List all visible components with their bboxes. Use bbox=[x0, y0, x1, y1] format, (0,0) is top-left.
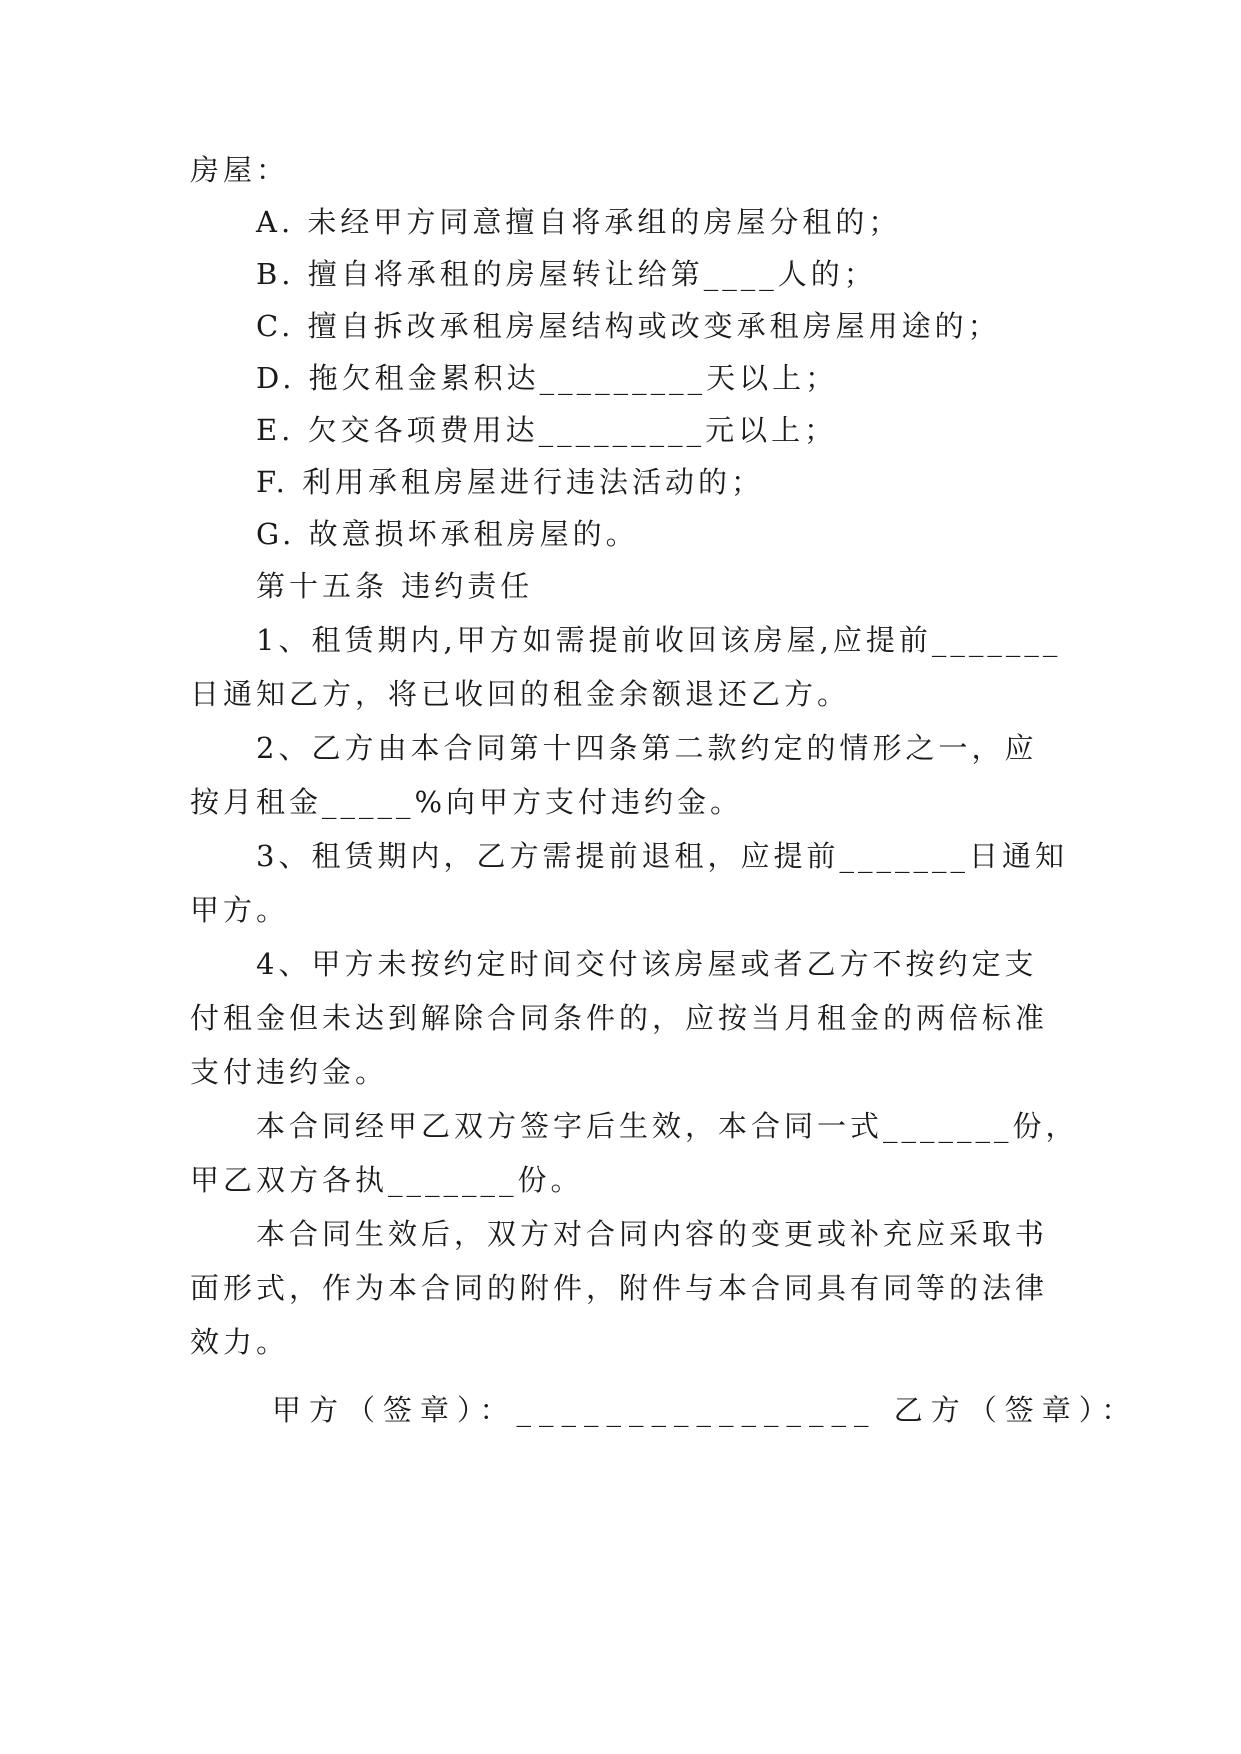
effect-line-1: 本合同经甲乙双方签字后生效，本合同一式_______份， bbox=[256, 1109, 1079, 1143]
list-item-g: G. 故意损坏承租房屋的。 bbox=[256, 517, 639, 551]
clause-4-line-3: 支付违约金。 bbox=[190, 1055, 389, 1089]
clause-3-line-2: 甲方。 bbox=[190, 893, 290, 927]
list-item-d: D. 拖欠租金累积达_________天以上； bbox=[256, 361, 839, 395]
list-item-c: C. 擅自拆改承租房屋结构或改变承租房屋用途的； bbox=[256, 309, 1001, 343]
amendment-line-3: 效力。 bbox=[190, 1325, 290, 1359]
list-item-e: E. 欠交各项费用达_________元以上； bbox=[256, 413, 838, 447]
effect-line-2: 甲乙双方各执_______份。 bbox=[190, 1163, 584, 1197]
clause-3-line-1: 3、租赁期内，乙方需提前退租，应提前_______日通知 bbox=[256, 839, 1068, 873]
clause-1-line-2: 日通知乙方，将已收回的租金余额退还乙方。 bbox=[190, 677, 851, 711]
text-line: 房屋： bbox=[190, 153, 290, 187]
clause-2-line-2: 按月租金_____%向甲方支付违约金。 bbox=[190, 785, 744, 819]
section-heading: 第十五条 违约责任 bbox=[256, 569, 534, 603]
clause-4-line-2: 付租金但未达到解除合同条件的，应按当月租金的两倍标准 bbox=[190, 1001, 1049, 1035]
list-item-b: B. 擅自将承租的房屋转让给第____人的； bbox=[256, 257, 877, 291]
clause-2-line-1: 2、乙方由本合同第十四条第二款约定的情形之一，应 bbox=[256, 731, 1038, 765]
amendment-line-2: 面形式，作为本合同的附件，附件与本合同具有同等的法律 bbox=[190, 1271, 1049, 1305]
amendment-line-1: 本合同生效后，双方对合同内容的变更或补充应采取书 bbox=[256, 1217, 1049, 1251]
list-item-f: F. 利用承租房屋进行违法活动的； bbox=[256, 465, 765, 499]
clause-1-line-1: 1、租赁期内,甲方如需提前收回该房屋,应提前_______ bbox=[256, 623, 1062, 657]
signature-line: 甲方（签章）：________________ 乙方（签章）： bbox=[272, 1393, 1139, 1427]
clause-4-line-1: 4、甲方未按约定时间交付该房屋或者乙方不按约定支 bbox=[256, 947, 1038, 981]
list-item-a: A. 未经甲方同意擅自将承组的房屋分租的； bbox=[256, 205, 902, 239]
